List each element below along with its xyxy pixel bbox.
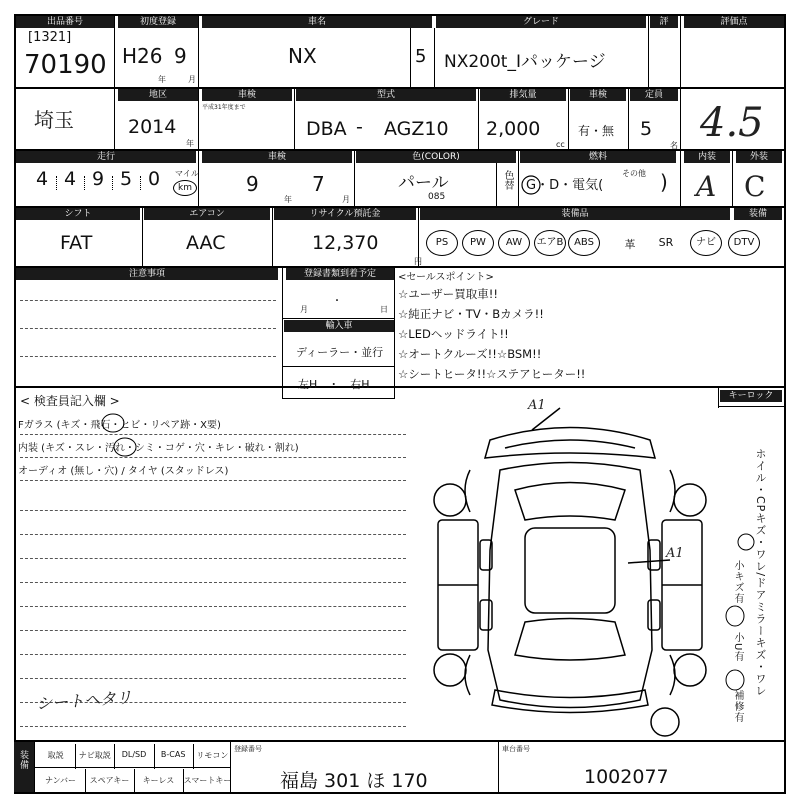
- header-area: 地区: [118, 89, 198, 101]
- aircon: AAC: [186, 232, 226, 254]
- header-model: 型式: [296, 89, 476, 101]
- handle-side: 左H ・ 右H: [298, 378, 370, 391]
- seats-unit: 名: [670, 141, 678, 150]
- inspector-line-rule: [20, 480, 406, 481]
- equipment-item: ナビ: [690, 230, 722, 256]
- mileage-digit: 9: [91, 168, 105, 190]
- turbo: 有・無: [578, 124, 615, 138]
- car-mark-front: A1: [528, 398, 546, 413]
- selling-point: ☆純正ナビ・TV・Bカメラ!!: [398, 307, 544, 321]
- header-lot: 出品番号: [16, 16, 114, 28]
- digit-separator: [56, 176, 57, 190]
- mileage-digit: 5: [119, 168, 133, 190]
- displacement: 2,000: [486, 118, 541, 140]
- yen-unit: 円: [414, 257, 422, 266]
- circle-mark-icon: [100, 412, 126, 434]
- bottom-cell-divider: [154, 744, 155, 769]
- bottom-cell-divider: [183, 769, 184, 794]
- model-prefix: DBA: [306, 118, 347, 140]
- chassis-number: 1002077: [584, 766, 669, 788]
- header-accessories: 装備: [734, 208, 782, 220]
- mileage-digit: 4: [35, 168, 49, 190]
- digit-separator: [140, 176, 141, 190]
- model-code: AGZ10: [384, 118, 449, 140]
- bottom-cell-divider: [134, 769, 135, 794]
- lot-number: 70190: [24, 50, 107, 80]
- header-eval-small: 評: [650, 16, 678, 28]
- color-name: パール: [398, 173, 449, 193]
- exterior-score: C: [744, 170, 766, 203]
- bottom-equipment-item: ナビ取説: [78, 751, 111, 760]
- digit-separator: [84, 176, 85, 190]
- interior-score: A: [696, 170, 717, 203]
- header-aircon: エアコン: [144, 208, 270, 220]
- plate-number: 福島 301 ほ 170: [280, 770, 428, 792]
- selling-point: ☆オートクルーズ!!☆BSM!!: [398, 347, 542, 361]
- header-first-reg: 初度登録: [118, 16, 198, 28]
- equipment-item: SR: [658, 236, 674, 249]
- side-legend: ホイル・CPキズ・ワレ/ドアミラーキズ・ワレ: [754, 448, 767, 698]
- area: 埼玉: [34, 108, 74, 132]
- bottom-equipment-item: スマートキー: [183, 776, 232, 785]
- header-equipment: 装備品: [420, 208, 730, 220]
- deadline-dot: ・: [332, 296, 342, 307]
- equipment-item: PW: [462, 230, 494, 256]
- equipment-item: 革: [624, 238, 636, 251]
- header-color: 色(COLOR): [356, 151, 516, 163]
- lot-sub: [1321]: [28, 30, 72, 45]
- bottom-equipment-item: ナンバー: [44, 776, 77, 785]
- bottom-vertical-label: 装備: [18, 750, 28, 770]
- mileage-unit-mile: マイル: [175, 169, 199, 178]
- header-grade: グレード: [436, 16, 646, 28]
- selling-point: ☆シートヒータ!!☆ステアヒーター!!: [398, 367, 586, 381]
- color-code: 085: [428, 192, 446, 202]
- header-shaken: 車検: [202, 151, 352, 163]
- mileage-digit: 0: [147, 168, 161, 190]
- header-car-name: 車名: [202, 16, 432, 28]
- first-reg-month: 9: [174, 44, 187, 68]
- mileage-unit-km: km: [173, 180, 197, 196]
- car-mark-side: A1: [666, 546, 684, 561]
- model-dash: -: [356, 116, 363, 138]
- first-reg-year-unit: 年: [158, 75, 166, 84]
- header-recycle: リサイクル預託金: [274, 208, 416, 220]
- shaken-month: 7: [312, 172, 325, 196]
- header-ext: 外装: [736, 151, 782, 163]
- side-repair: 補修有: [732, 690, 743, 723]
- header-turbo: 車検: [570, 89, 626, 101]
- bottom-equipment-item: スペアキー: [89, 776, 130, 785]
- header-notes: 注意事項: [16, 268, 278, 280]
- bottom-cell-divider: [85, 769, 86, 794]
- gas-circle-icon: [520, 174, 542, 196]
- inspector-line: オーディオ (無し・穴) / タイヤ (スタッドレス): [18, 466, 229, 477]
- reg-note: 平成31年度まで: [202, 104, 246, 111]
- plate-label: 登録番号: [234, 745, 262, 753]
- bottom-cell-divider: [114, 744, 115, 769]
- year-unit: 年: [186, 139, 194, 148]
- header-seats: 定員: [630, 89, 678, 101]
- chassis-label: 車台番号: [502, 745, 530, 753]
- side-small-scratch: 小キズ有: [732, 560, 743, 604]
- first-reg-era: H26: [122, 44, 163, 68]
- deadline-day: 日: [380, 305, 388, 314]
- equipment-item: ABS: [568, 230, 600, 256]
- header-deadline: 登録書類到着予定: [286, 268, 394, 280]
- mileage: [30, 168, 170, 198]
- fuel-other: その他: [622, 169, 646, 178]
- inspector-line-rule: [20, 457, 406, 458]
- circle-mark-icon: [112, 436, 138, 458]
- fuel-close: ): [660, 170, 668, 194]
- selling-point: ☆ユーザー買取車!!: [398, 287, 499, 301]
- header-mileage: 走行: [16, 151, 196, 163]
- car-name: NX: [288, 44, 317, 68]
- equipment-item: DTV: [728, 230, 760, 256]
- doors: 5: [415, 46, 427, 67]
- header-fuel: 燃料: [520, 151, 676, 163]
- bottom-equipment-item: DL/SD: [121, 750, 147, 759]
- inspector-title: < 検査員記入欄 >: [20, 394, 120, 408]
- bottom-equipment-item: 取説: [47, 751, 64, 760]
- equipment-item: AW: [498, 230, 530, 256]
- deadline-month: 月: [300, 305, 308, 314]
- header-key: キーロック: [720, 390, 782, 402]
- header-import: 輸入車: [284, 320, 394, 332]
- inspector-line: Fガラス (キズ・飛石・ヒビ・リペア跡・X要): [18, 420, 221, 431]
- circle-mark-icon: [736, 532, 756, 552]
- equipment-item: PS: [426, 230, 458, 256]
- bottom-equipment-item: キーレス: [142, 776, 175, 785]
- selling-point: ☆LEDヘッドライト!!: [398, 327, 509, 341]
- header-int: 内装: [684, 151, 730, 163]
- shaken-year-unit: 年: [284, 195, 292, 204]
- bottom-equipment-item: リモコン: [196, 751, 229, 760]
- equipment-item: エアB: [534, 230, 566, 256]
- shift: FAT: [60, 232, 93, 254]
- selling-points-title: <セールスポイント>: [398, 272, 494, 283]
- side-small-dent: 小U有: [732, 632, 743, 663]
- circle-mark-icon: [724, 668, 746, 692]
- header-displacement: 排気量: [480, 89, 566, 101]
- seats: 5: [640, 118, 653, 140]
- bottom-cell-divider: [193, 744, 194, 769]
- header-eval: 評価点: [684, 16, 784, 28]
- first-reg-month-unit: 月: [188, 75, 196, 84]
- car-diagram: [420, 400, 720, 740]
- bottom-cell-divider: [75, 744, 76, 769]
- shaken-month-unit: 月: [342, 195, 350, 204]
- cc-unit: cc: [556, 140, 565, 149]
- year: 2014: [128, 116, 177, 138]
- bottom-equipment-item: B-CAS: [160, 750, 186, 759]
- color-change: 色替: [502, 170, 513, 190]
- score: 4.5: [700, 100, 764, 146]
- digit-separator: [112, 176, 113, 190]
- handwritten-note: シートヘタリ: [35, 687, 133, 714]
- fuel: G・D・電気(: [526, 178, 604, 193]
- inspector-line: 内装 (キズ・スレ・汚れ・シミ・コゲ・穴・キレ・破れ・割れ): [18, 443, 299, 454]
- header-year-inspect: 車検: [202, 89, 292, 101]
- shaken-year: 9: [246, 172, 259, 196]
- grade: NX200t_Iパッケージ: [444, 52, 606, 72]
- header-shift: シフト: [16, 208, 140, 220]
- inspector-line-rule: [20, 434, 406, 435]
- dealer: ディーラー・並行: [296, 346, 384, 359]
- recycle-fee: 12,370: [312, 232, 379, 254]
- circle-mark-icon: [724, 604, 746, 628]
- mileage-digit: 4: [63, 168, 77, 190]
